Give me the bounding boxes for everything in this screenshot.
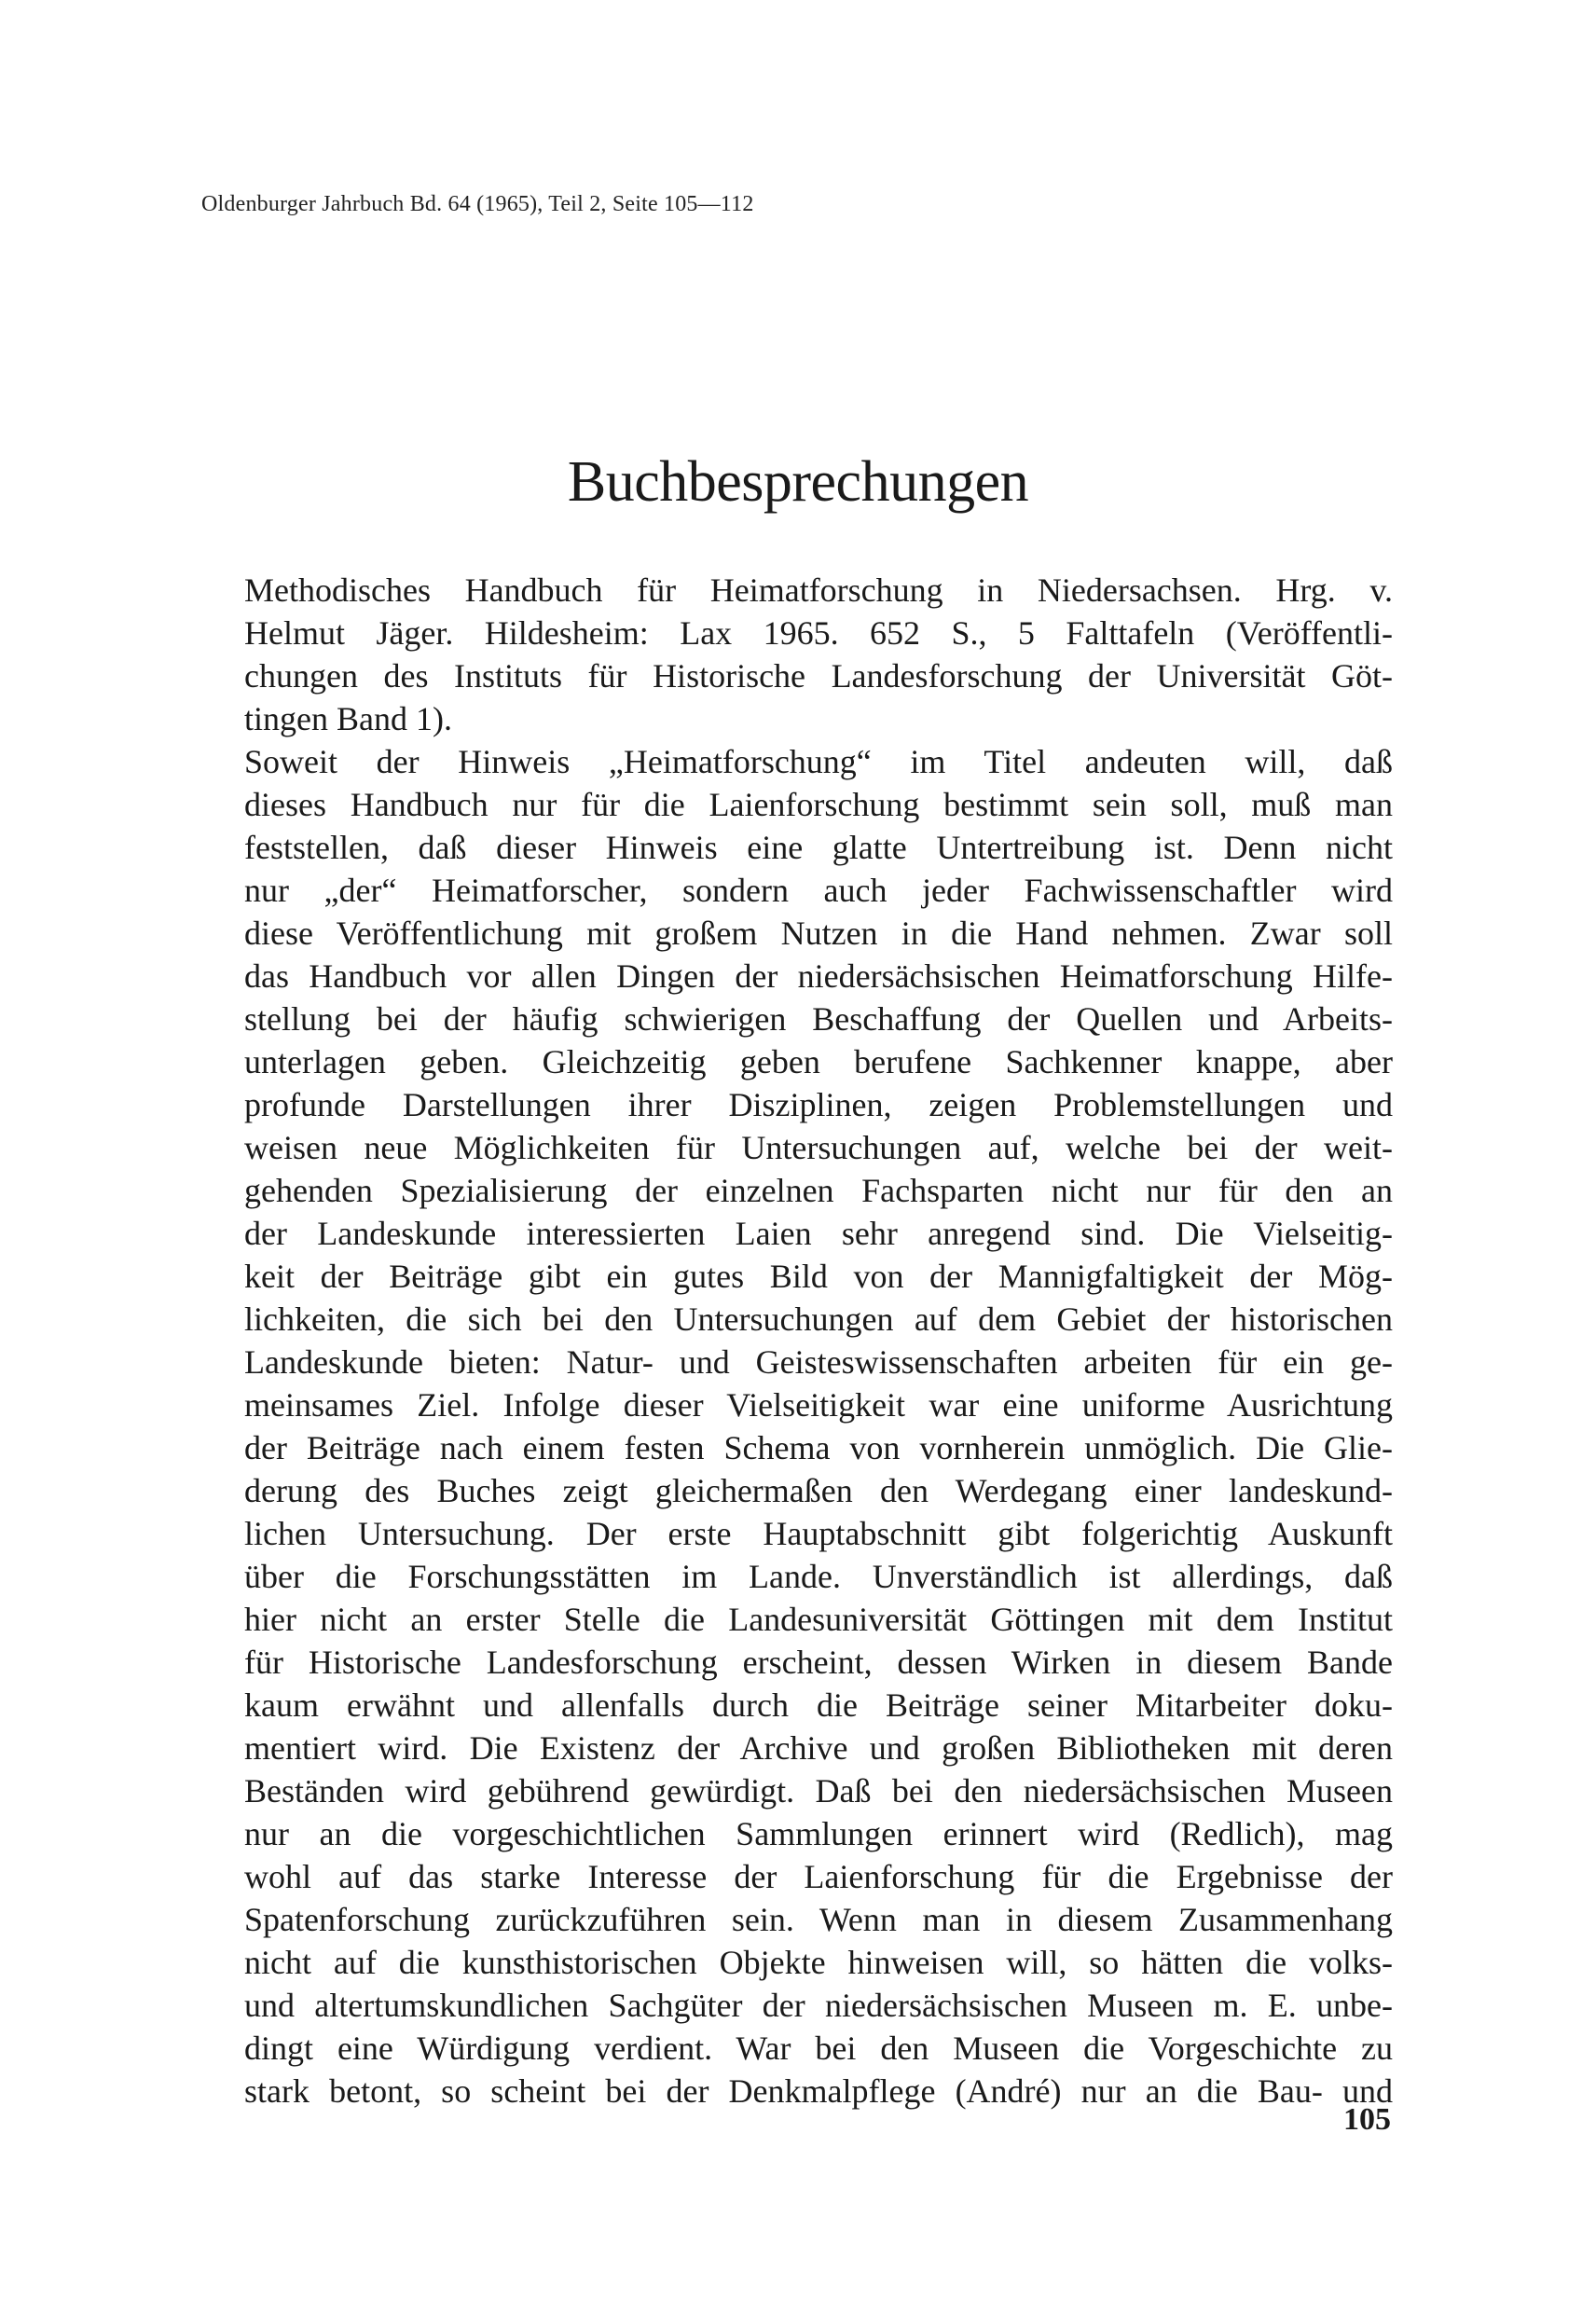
body-line-9: diese Veröffentlichung mit großem Nutzen in die Hand nehmen. Zwar soll	[244, 915, 1393, 952]
body-line-35: dingt eine Würdigung verdient. War bei den Museen die Vorgeschichte zu	[244, 2030, 1393, 2067]
review-body	[244, 569, 1393, 2112]
body-line-27: kaum erwähnt und allenfalls durch die Beiträge seiner Mitarbeiter doku-	[244, 1686, 1393, 1724]
body-line-21: der Beiträge nach einem festen Schema von vornherein unmöglich. Die Glie-	[244, 1429, 1393, 1466]
body-line-16: der Landeskunde interessierten Laien sehr anregend sind. Die Vielseitig-	[244, 1215, 1393, 1252]
body-line-12: unterlagen geben. Gleichzeitig geben berufene Sachkenner knappe, aber	[244, 1043, 1393, 1080]
body-line-32: Spatenforschung zurückzuführen sein. Wenn man in diesem Zusammenhang	[244, 1901, 1393, 1938]
page-number: 105	[1343, 2102, 1391, 2137]
body-line-34: und altertumskundlichen Sachgüter der niedersächsischen Museen m. E. unbe-	[244, 1987, 1393, 2024]
body-line-17: keit der Beiträge gibt ein gutes Bild von der Mannigfaltigkeit der Mög-	[244, 1258, 1393, 1295]
body-line-18: lichkeiten, die sich bei den Untersuchungen auf dem Gebiet der historischen	[244, 1300, 1393, 1338]
body-line-13: profunde Darstellungen ihrer Disziplinen, zeigen Problemstellungen und	[244, 1086, 1393, 1123]
body-line-20: meinsames Ziel. Infolge dieser Vielseitigkeit war eine uniforme Ausrichtung	[244, 1386, 1393, 1424]
body-line-6: dieses Handbuch nur für die Laienforschung bestimmt sein soll, muß man	[244, 786, 1393, 823]
body-line-10: das Handbuch vor allen Dingen der niedersächsischen Heimatforschung Hilfe-	[244, 957, 1393, 995]
body-line-4: tingen Band 1).	[244, 700, 452, 737]
body-line-8: nur „der“ Heimatforscher, sondern auch jeder Fachwissenschaftler wird	[244, 872, 1393, 909]
body-line-2: Helmut Jäger. Hildesheim: Lax 1965. 652 S., 5 Falttafeln (Veröffentli-	[244, 614, 1393, 652]
body-line-1: Methodisches Handbuch für Heimatforschung in Niedersachsen. Hrg. v.	[244, 571, 1393, 609]
body-line-11: stellung bei der häufig schwierigen Beschaffung der Quellen und Arbeits-	[244, 1000, 1393, 1038]
body-line-23: lichen Untersuchung. Der erste Hauptabschnitt gibt folgerichtig Auskunft	[244, 1515, 1393, 1552]
body-line-19: Landeskunde bieten: Natur- und Geisteswissenschaften arbeiten für ein ge-	[244, 1343, 1393, 1381]
body-line-5: Soweit der Hinweis „Heimatforschung“ im Titel andeuten will, daß	[244, 743, 1393, 780]
body-line-33: nicht auf die kunsthistorischen Objekte hinweisen will, so hätten die volks-	[244, 1944, 1393, 1981]
body-line-36: stark betont, so scheint bei der Denkmalpflege (André) nur an die Bau- und	[244, 2072, 1393, 2110]
body-line-30: nur an die vorgeschichtlichen Sammlungen erinnert wird (Redlich), mag	[244, 1815, 1393, 1852]
page-title: Buchbesprechungen	[567, 450, 1029, 514]
running-head: Oldenburger Jahrbuch Bd. 64 (1965), Teil 2, Seite 105—112	[201, 192, 754, 216]
body-line-22: derung des Buches zeigt gleichermaßen den Werdegang einer landeskund-	[244, 1472, 1393, 1509]
body-line-7: feststellen, daß dieser Hinweis eine glatte Untertreibung ist. Denn nicht	[244, 829, 1393, 866]
body-line-3: chungen des Instituts für Historische Landesforschung der Universität Göt-	[244, 657, 1393, 695]
body-line-14: weisen neue Möglichkeiten für Untersuchungen auf, welche bei der weit-	[244, 1129, 1393, 1166]
body-line-26: für Historische Landesforschung erscheint, dessen Wirken in diesem Bande	[244, 1644, 1393, 1681]
body-line-24: über die Forschungsstätten im Lande. Unverständlich ist allerdings, daß	[244, 1558, 1393, 1595]
body-line-28: mentiert wird. Die Existenz der Archive und großen Bibliotheken mit deren	[244, 1729, 1393, 1767]
body-line-29: Beständen wird gebührend gewürdigt. Daß bei den niedersächsischen Museen	[244, 1772, 1393, 1810]
body-line-15: gehenden Spezialisierung der einzelnen Fachsparten nicht nur für den an	[244, 1172, 1393, 1209]
body-line-25: hier nicht an erster Stelle die Landesuniversität Göttingen mit dem Institut	[244, 1601, 1393, 1638]
body-line-31: wohl auf das starke Interesse der Laienforschung für die Ergebnisse der	[244, 1858, 1393, 1895]
